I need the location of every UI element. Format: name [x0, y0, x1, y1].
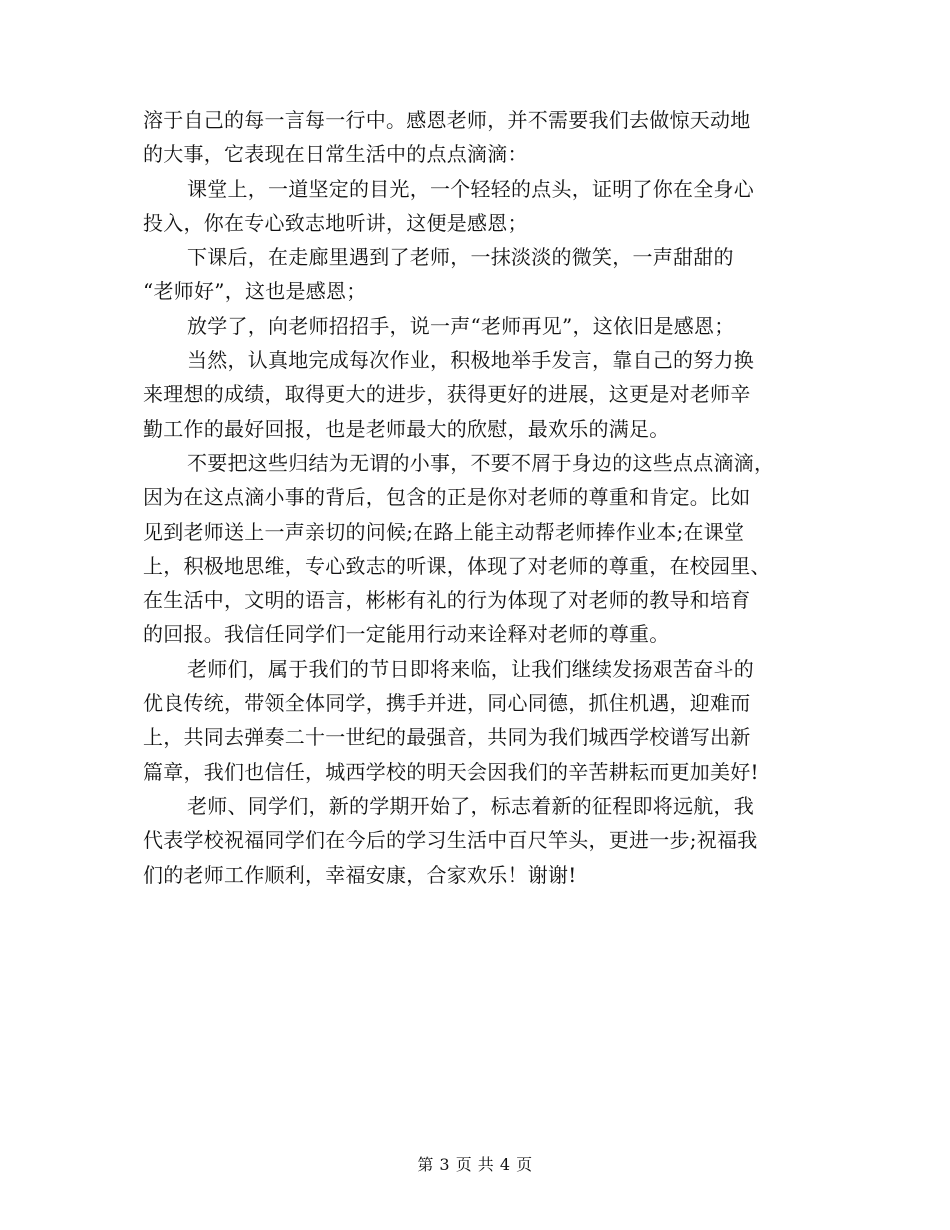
- text-line: 因为在这点滴小事的背后，包含的正是你对老师的尊重和肯定。比如: [143, 485, 751, 510]
- text-line: 溶于自己的每一言每一行中。感恩老师，并不需要我们去做惊天动地: [143, 108, 751, 132]
- text-line: “老师好”，这也是感恩；: [143, 279, 367, 304]
- text-line: 们的老师工作顺利，幸福安康，合家欢乐！谢谢!: [143, 862, 577, 887]
- text-line: 在生活中，文明的语言，彬彬有礼的行为体现了对老师的教导和培育: [143, 588, 751, 613]
- paragraph-first-line: 下课后，在走廊里遇到了老师，一抹淡淡的微笑，一声甜甜的: [187, 245, 734, 270]
- text-line: 篇章，我们也信任，城西学校的明天会因我们的辛苦耕耘而更加美好!: [143, 759, 759, 784]
- paragraph-first-line: 不要把这些归结为无谓的小事，不要不屑于身边的这些点点滴滴，: [187, 450, 775, 475]
- document-body: [143, 103, 811, 892]
- text-line: 上，共同去弹奏二十一世纪的最强音，共同为我们城西学校谱写出新: [143, 725, 751, 750]
- text-line: 勤工作的最好回报，也是老师最大的欣慰，最欢乐的满足。: [143, 416, 670, 441]
- text-line: 的回报。我信任同学们一定能用行动来诠释对老师的尊重。: [143, 622, 670, 647]
- text-line: 上，积极地思维，专心致志的听课，体现了对老师的尊重，在校园里、: [143, 553, 771, 578]
- page-number-footer: 第 3 页 共 4 页: [417, 1155, 533, 1174]
- paragraph-first-line: 当然，认真地完成每次作业，积极地举手发言，靠自己的努力换: [187, 348, 754, 373]
- text-line: 投入，你在专心致志地听讲，这便是感恩；: [143, 210, 528, 235]
- paragraph-first-line: 老师、同学们，新的学期开始了，标志着新的征程即将远航，我: [187, 793, 754, 818]
- paragraph-first-line: 放学了，向老师招招手，说一声“老师再见”，这依旧是感恩；: [187, 313, 735, 338]
- text-line: 的大事，它表现在日常生活中的点点滴滴：: [143, 142, 528, 167]
- text-line: 来理想的成绩，取得更大的进步，获得更好的进展，这更是对老师辛: [143, 382, 751, 407]
- text-line: 代表学校祝福同学们在今后的学习生活中百尺竿头，更进一步;祝福我: [143, 828, 758, 853]
- paragraph-first-line: 课堂上，一道坚定的目光，一个轻轻的点头，证明了你在全身心: [187, 176, 754, 201]
- text-line: 见到老师送上一声亲切的问候;在路上能主动帮老师捧作业本;在课堂: [143, 519, 745, 544]
- paragraph-first-line: 老师们，属于我们的节日即将来临，让我们继续发扬艰苦奋斗的: [187, 656, 754, 681]
- text-line: 优良传统，带领全体同学，携手并进，同心同德，抓住机遇，迎难而: [143, 691, 751, 716]
